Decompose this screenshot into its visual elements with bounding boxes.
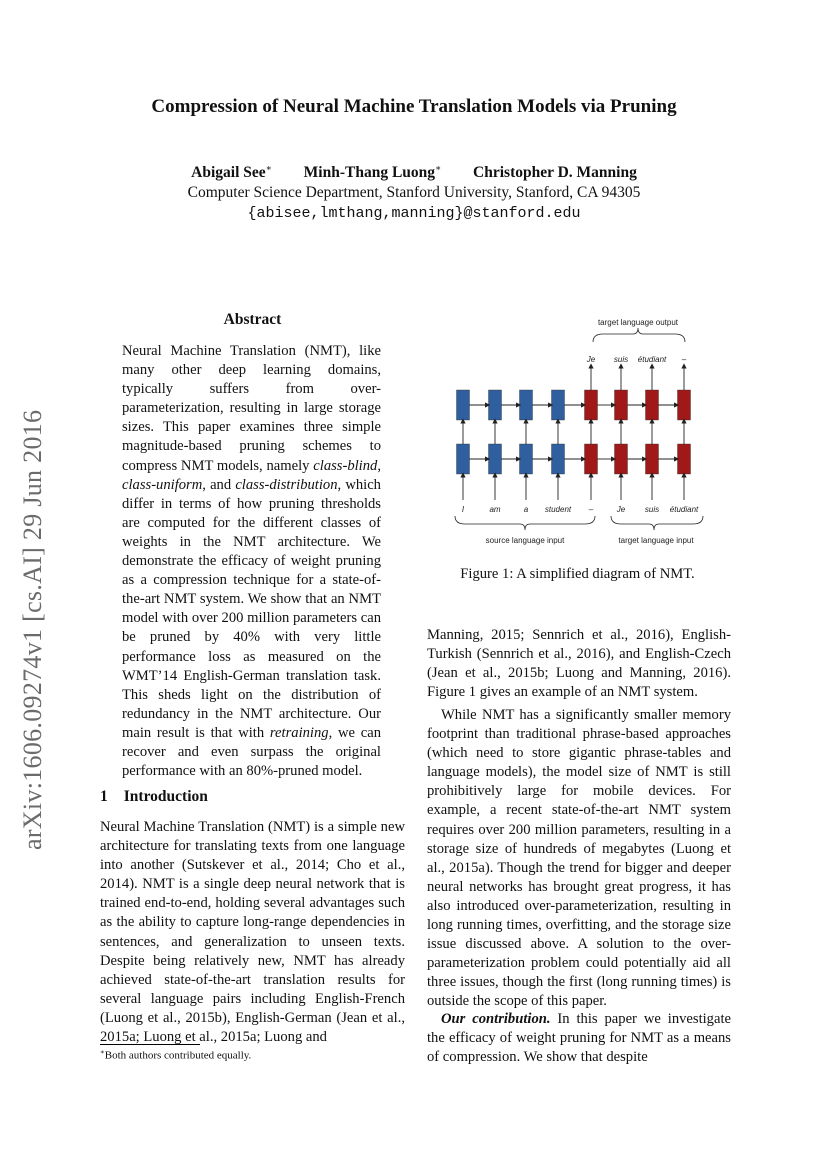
encoder-cell bbox=[520, 390, 533, 420]
source-word-1: I bbox=[461, 505, 465, 514]
encoder-cell bbox=[552, 390, 565, 420]
footnote-divider bbox=[100, 1044, 200, 1045]
output-word-3: étudiant bbox=[637, 355, 667, 364]
footnote: ∗Both authors contributed equally. bbox=[100, 1048, 252, 1062]
introduction-text: Neural Machine Translation (NMT) is a simple new architecture for translating texts from one language into another (Sutskever et al., 2014; Cho et al., 2014). NMT is a single deep neural network that is trained end-to-end, holding several advantages such as the ability to capture long-range dependencies in sentences, and generalization to unseen texts. Despite being relatively new, NMT has already achieved state-of-the-art translation results for several language pairs including English-French (Luong et al., 2015b), English-German (Jean et al., 2015a; Luong et al., 2015a; Luong and bbox=[100, 819, 405, 1046]
output-brace bbox=[593, 328, 685, 342]
figure-caption: Figure 1: A simplified diagram of NMT. bbox=[460, 566, 695, 582]
decoder-cell bbox=[646, 390, 659, 420]
output-word-1: Je bbox=[586, 355, 596, 364]
decoder-cell bbox=[646, 444, 659, 474]
author-emails: {abisee,lmthang,manning}@stanford.edu bbox=[247, 205, 581, 222]
decoder-cell bbox=[615, 444, 628, 474]
target-input-word-3: étudiant bbox=[669, 505, 699, 514]
target-input-brace bbox=[611, 516, 703, 530]
target-output-label: target language output bbox=[597, 318, 679, 327]
encoder-cell bbox=[520, 444, 533, 474]
paper-title: Compression of Neural Machine Translation Models via Pruning bbox=[151, 96, 677, 117]
source-word-3: a bbox=[523, 505, 529, 514]
right-paragraph-1: Manning, 2015; Sennrich et al., 2016), English-Turkish (Sennrich et al., 2016), and English-Czech (Jean et al., 2015b; Luong and Manning, 2016). Figure 1 gives an example of an NMT system. bbox=[427, 627, 731, 701]
encoder-cell bbox=[457, 444, 470, 474]
author-2: Minh-Thang Luong∗ bbox=[303, 163, 442, 182]
affiliation: Computer Science Department, Stanford University, Stanford, CA 94305 bbox=[187, 184, 641, 201]
author-3: Christopher D. Manning bbox=[473, 164, 637, 182]
output-word-2: suis bbox=[613, 355, 629, 364]
decoder-cell bbox=[678, 444, 691, 474]
decoder-cell bbox=[678, 390, 691, 420]
lstm-cells bbox=[457, 390, 691, 474]
source-word-2: am bbox=[489, 505, 501, 514]
encoder-cell bbox=[489, 444, 502, 474]
abstract-heading: Abstract bbox=[223, 311, 282, 328]
target-input-label: target language input bbox=[618, 536, 694, 545]
target-input-word-2: suis bbox=[644, 505, 660, 514]
source-word-4: student bbox=[544, 505, 572, 514]
abstract-text: Neural Machine Translation (NMT), like many other deep learning domains, typically suffers from over-parameterization, resulting in large storage sizes. This paper examines three simple magnitude-based pruning schemes to compress NMT models, namely class-blind, class-uniform, and class-distribution, which differ in terms of how pruning thresholds are computed for the different classes of weights in the NMT architecture. We demonstrate the efficacy of weight pruning as a compression technique for a state-of-the-art NMT system. We show that an NMT model with over 200 million parameters can be pruned by 40% with very little performance loss as measured on the WMT’14 English-German translation task. This sheds light on the distribution of redundancy in the NMT architecture. Our main result is that with retraining, we can recover and even surpass the original performance with an 80%-pruned model. bbox=[122, 343, 381, 780]
arxiv-stamp: arXiv:1606.09274v1 [cs.AI] 29 Jun 2016 bbox=[18, 409, 47, 850]
author-list bbox=[0, 163, 828, 182]
nmt-diagram bbox=[425, 312, 730, 557]
encoder-cell bbox=[552, 444, 565, 474]
author-1: Abigail See∗ bbox=[191, 163, 272, 182]
encoder-cell bbox=[457, 390, 470, 420]
right-paragraph-2: While NMT has a significantly smaller memory footprint than traditional phrase-based approaches (which need to store gigantic phrase-tables and language models), the model size of NMT is still prohibitively large for mobile devices. For example, a recent state-of-the-art NMT system requires over 200 million parameters, resulting in a storage size of hundreds of megabytes (Luong et al., 2015a). Though the trend for bigger and deeper neural networks has brought great progress, it has also introduced over-parameterization, resulting in long running times, overfitting, and the storage size issue discussed above. A solution to the over-parameterization problem could potentially aid all three issues, though the first (long running times) is outside the scope of this paper. bbox=[427, 707, 731, 1010]
source-input-label: source language input bbox=[485, 536, 565, 545]
section-heading-introduction: 1 Introduction bbox=[100, 788, 208, 805]
diagram-arrows bbox=[463, 366, 684, 500]
source-brace bbox=[455, 516, 595, 530]
source-word-5: – bbox=[588, 505, 594, 514]
target-input-word-1: Je bbox=[616, 505, 626, 514]
decoder-cell bbox=[615, 390, 628, 420]
right-paragraph-3: Our contribution. In this paper we investigate the efficacy of weight pruning for NMT as a means of compression. We show that despite bbox=[427, 1011, 731, 1066]
encoder-cell bbox=[489, 390, 502, 420]
decoder-cell bbox=[585, 390, 598, 420]
decoder-cell bbox=[585, 444, 598, 474]
output-word-4: – bbox=[681, 355, 687, 364]
